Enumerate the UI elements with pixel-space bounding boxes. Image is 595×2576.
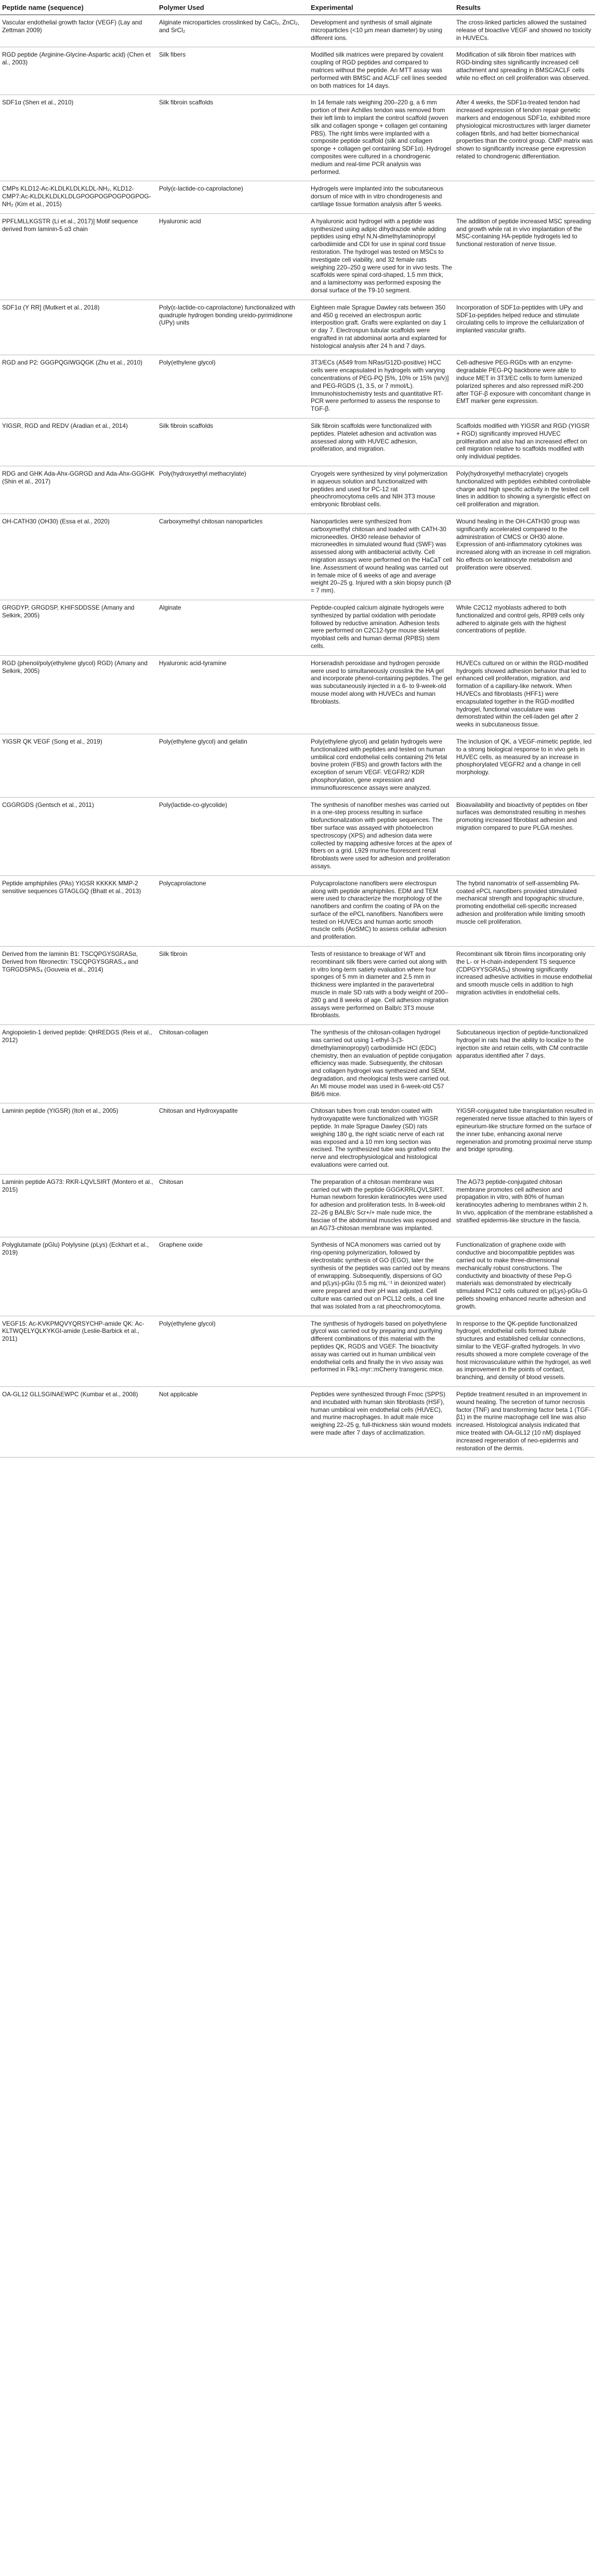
polymer-cell-text: Carboxymethyl chitosan nanoparticles	[159, 518, 263, 525]
polymer-cell	[157, 1174, 309, 1237]
table-row	[0, 875, 595, 946]
peptide-cell	[0, 1174, 157, 1237]
experimental-cell-text: Polycaprolactone nanofibers were electrospun along with peptide amphiphiles. EDM and TEM were used to characterize the morphology of the nanofibers and confirm the coating of PA on the surface of the ePCL nanofibers. Nanofibers were tested on HUVECs and human aortic smooth muscle cells (AoSMC) to assess cellular adhesion and proliferation.	[311, 879, 446, 941]
experimental-cell	[309, 514, 454, 600]
results-cell	[454, 1386, 595, 1457]
peptide-cell	[0, 95, 157, 181]
results-cell	[454, 600, 595, 656]
experimental-cell-text: Hydrogels were implanted into the subcutaneous dorsum of mice with in vitro chondrogenesis and cartilage tissue formation analysis after 5 weeks.	[311, 185, 444, 208]
experimental-cell	[309, 1386, 454, 1457]
results-cell	[454, 181, 595, 213]
results-cell-text: In response to the QK-peptide functionalized hydrogel, endothelial cells formed tubule structures and established cellular connections, similar to the VEGF-grafted hydrogels. In vivo results showed a more complete coverage of the host microvasculature within the hydrogel, as well as improvement in the points of contact, branching, and density of blood vessels.	[456, 1319, 591, 1381]
peptide-cell	[0, 875, 157, 946]
table-row	[0, 1025, 595, 1103]
polymer-cell	[157, 466, 309, 514]
peptide-cell	[0, 514, 157, 600]
peptide-cell-text: Laminin peptide AG73: RKR-LQVLSIRT (Montero et al., 2015)	[2, 1178, 153, 1193]
table-row	[0, 213, 595, 300]
table-row	[0, 1386, 595, 1457]
experimental-cell	[309, 466, 454, 514]
experimental-cell-text: Development and synthesis of small alginate microparticles (<10 µm mean diameter) by using different ions.	[311, 19, 442, 42]
experimental-cell-text: Silk fibroin scaffolds were functionalized with peptides. Platelet adhesion and activation was assessed along with HUVEC adhesion, proliferation, and migration.	[311, 422, 437, 453]
peptide-cell-text: CMPs KLD12-Ac-KLDLKLDLKLDL-NH₂, KLD12-CMP7:Ac-KLDLKLDLKLDLGPOGPOGPOGPOGPOG-NH₂ (Kim et al., 2015)	[2, 185, 151, 208]
experimental-cell-text: Modified silk matrices were prepared by covalent coupling of RGD peptides and compared to matrices without the peptide. An MTT assay was performed with BMSC and ACLF cell lines seeded on both matrices for 14 days.	[311, 51, 447, 89]
peptide-cell	[0, 300, 157, 355]
results-cell-text: Poly(hydroxyethyl methacrylate) cryogels functionalized with peptides exhibited controllable charge and high specific activity in the tested cell lines in addition to showing a synergistic effect on cell proliferation and migration.	[456, 470, 591, 508]
table-row	[0, 300, 595, 355]
polymer-cell	[157, 1025, 309, 1103]
experimental-cell-text: Poly(ethylene glycol) and gelatin hydrogels were functionalized with peptides and tested on human umbilical cord endothelial cells containing 2% fetal bovine protein (FBS) and growth factors with the exception of serum VEGF. VEGFR2/ KDR phosphorylation, gene expression and immunofluorescence assays were analyzed.	[311, 737, 447, 791]
peptide-cell-text: Vascular endothelial growth factor (VEGF) (Lay and Zettman 2009)	[2, 19, 142, 34]
polymer-cell	[157, 419, 309, 466]
results-cell	[454, 1237, 595, 1316]
experimental-cell	[309, 300, 454, 355]
experimental-cell	[309, 1103, 454, 1174]
results-cell	[454, 734, 595, 797]
table-row	[0, 1103, 595, 1174]
peptide-cell	[0, 947, 157, 1025]
table-header	[0, 0, 595, 15]
experimental-cell-text: 3T3/ECs (A549 from NRas/G12D-positive) HCC cells were encapsulated in hydrogels with varying concentrations of PEG-PQ [5%, 10% or 15% (w/v)] and PEG-RGDS (1, 3.5, or 7 mmol/L). Immunohistochemistry tests and quantitative RT-PCR were performed to assess the response to TGF-β.	[311, 359, 449, 413]
results-cell-text: YIGSR-conjugated tube transplantation resulted in regenerated nerve tissue attached to thin layers of epineurium-like structure formed on the surface of the inner tube, enhancing axonal nerve regeneration and promoting proximal nerve stump and bridge sprouting.	[456, 1107, 593, 1153]
peptide-cell-text: GRGDYP, GRGDSP, KHIFSDDSSE (Amany and Selkirk, 2005)	[2, 604, 135, 619]
table-row	[0, 655, 595, 734]
results-cell-text: Incorporation of SDF1α-peptides with UPy and SDF1α-peptides helped reduce and stimulate circulating cells to improve the cellularization of implanted vascular grafts.	[456, 303, 584, 334]
results-cell-text: The addition of peptide increased MSC spreading and growth while rat in vivo implantation of the MSC-containing HA-peptide hydrogels led to functional restoration of nerve tissue.	[456, 217, 591, 248]
experimental-cell	[309, 600, 454, 656]
polymer-cell-text: Poly(ethylene glycol)	[159, 1319, 216, 1327]
polymer-cell	[157, 1386, 309, 1457]
polymer-cell	[157, 947, 309, 1025]
results-cell-text: Wound healing in the OH-CATH30 group was significantly accelerated compared to the administration of CMCS or OH30 alone. Expression of anti-inflammatory cytokines was increased along with an increase in cell migration. No effects on keratinocyte metabolism and proliferation were observed.	[456, 518, 592, 571]
experimental-cell-text: Peptides were synthesized through Fmoc (SPPS) and incubated with human skin fibroblasts (HSF), human umbilical vein endothelial cells (HUVEC), and murine macrophages. In adult male mice weighing 22–25 g, full-thickness skin wound models were made after 7 days of acclimatization.	[311, 1390, 452, 1436]
peptide-cell	[0, 213, 157, 300]
header-experimental: Experimental	[309, 0, 454, 15]
peptide-cell-text: RGD (phenol/poly(ethylene glycol) RGD) (Amany and Selkirk, 2005)	[2, 659, 148, 675]
results-cell	[454, 1103, 595, 1174]
experimental-cell-text: Tests of resistance to breakage of WT and recombinant silk fibers were carried out along with in vitro long-term satiety evaluation where four sponges of 5 mm in diameter and 2.5 mm in thickness were implanted in the paravertebral muscle in male SD rats with a body weight of 200–280 g and 8 weeks of age. Cell adhesion migration assays were performed on Balb/c 3T3 mouse fibroblasts.	[311, 950, 448, 1019]
peptide-cell	[0, 1316, 157, 1386]
experimental-cell	[309, 1237, 454, 1316]
table-row	[0, 1174, 595, 1237]
table-row	[0, 15, 595, 47]
results-cell	[454, 1025, 595, 1103]
polymer-cell-text: Poly(ethylene glycol)	[159, 359, 216, 367]
polymer-cell-text: Chitosan-collagen	[159, 1029, 208, 1036]
polymer-cell-text: Silk fibroin scaffolds	[159, 422, 214, 430]
peptide-cell	[0, 181, 157, 213]
experimental-cell	[309, 875, 454, 946]
experimental-cell-text: Synthesis of NCA monomers was carried out by ring-opening polymerization, followed by electrostatic synthesis of GO (EGO), later the synthesis of the peptides was carried out by means of enwrapping. Subsequently, dispersions of GO and p(Lys)-pGlu (0.5 mg mL⁻¹ in deionized water) were prepared and their pH was adjusted. Cell culture was carried out on PCL12 cells, a cell line that was isolated from a rat pheochromocytoma.	[311, 1241, 450, 1310]
results-cell	[454, 95, 595, 181]
experimental-cell	[309, 95, 454, 181]
polymer-cell	[157, 655, 309, 734]
polymer-cell-text: Graphene oxide	[159, 1241, 203, 1249]
polymer-cell-text: Hyaluronic acid-tyramine	[159, 659, 227, 667]
peptide-cell	[0, 466, 157, 514]
table-row	[0, 355, 595, 419]
peptide-cell	[0, 355, 157, 419]
peptide-cell-text: OH-CATH30 (OH30) (Essa et al., 2020)	[2, 518, 110, 525]
experimental-cell-text: Nanoparticles were synthesized from carboxymethyl chitosan and loaded with CATH-30 microneedles. OH30 release behavior of microneedles in simulated wound fluid (SWF) was assessed along with antibacterial activity. Cell migration assays were performed on the HaCaT cell line. Assessment of wound healing was carried out in female mice of 6 weeks of age and average weight 20–25 g. Injured with a skin biopsy punch (Ø = 7 mm).	[311, 518, 452, 595]
table-row	[0, 466, 595, 514]
polymer-cell	[157, 875, 309, 946]
peptide-cell	[0, 600, 157, 656]
polymer-cell	[157, 181, 309, 213]
peptide-cell-text: CGGRGDS (Gentsch et al., 2011)	[2, 801, 94, 808]
peptide-cell-text: Laminin peptide (YIGSR) (Itoh et al., 2005)	[2, 1107, 118, 1115]
polymer-cell-text: Chitosan	[159, 1178, 183, 1185]
polymer-cell-text: Silk fibroin scaffolds	[159, 99, 214, 106]
peptide-cell-text: Peptide amphiphiles (PAs) YIGSR KKKKK MMP-2 sensitive sequences GTAGLGQ (Bhatt et al., 2013)	[2, 879, 141, 895]
polymer-cell	[157, 600, 309, 656]
peptide-cell-text: Derived from the laminin B1: TSCQPGYSGRASα, Derived from fibronectin: TSCQPGYSGRAS,₄ and TGRGDSPAS₄ (Gouveia et al., 2014)	[2, 950, 138, 973]
polymer-cell	[157, 1237, 309, 1316]
experimental-cell-text: Chitosan tubes from crab tendon coated with hydroxyapatite were functionalized with YIGSR peptide. In male Sprague Dawley (SD) rats weighing 180 g, the right sciatic nerve of each rat was exposed and a 10 mm long section was excised. The synthesized tube was grafted onto the nerve and electrophysiological and histological evaluations were carried out.	[311, 1107, 451, 1168]
results-cell-text: HUVECs cultured on or within the RGD-modified hydrogels showed adhesion behavior that led to enhanced cell proliferation, migration, and formation of a capillary-like network. When HUVECs and fibroblasts (HFF1) were encapsulated together in the RGD-modified hydrogel, functional vasculature was demonstrated within the cell-laden gel after 2 weeks in subcutaneous tissue.	[456, 659, 588, 729]
experimental-cell	[309, 734, 454, 797]
peptide-cell	[0, 1237, 157, 1316]
results-cell-text: Modification of silk fibroin fiber matrices with RGD-binding sites significantly increased cell attachment and spreading in BMSC/ACLF cells while no effect on cell proliferation was observed.	[456, 51, 590, 82]
results-cell-text: Scaffolds modified with YIGSR and RGD (YIGSR + RGD) significantly improved HUVEC proliferation and also had an increased effect on cell migration relative to scaffolds modified with only individual peptides.	[456, 422, 590, 461]
header-row	[0, 0, 595, 15]
polymer-cell	[157, 355, 309, 419]
polymer-cell	[157, 213, 309, 300]
results-cell-text: While C2C12 myoblasts adhered to both functionalized and control gels, RP89 cells only adhered to alginate gels with the highest concentrations of peptide.	[456, 604, 585, 635]
polymer-cell	[157, 95, 309, 181]
polymer-cell-text: Poly(ε-lactide-co-caprolactone)	[159, 185, 243, 193]
results-cell	[454, 213, 595, 300]
polymer-cell-text: Alginate	[159, 604, 181, 611]
results-cell-text: Recombinant silk fibroin films incorporating only the L- or H-chain-independent TS sequence (CDPGYYSGRAS₄) showing significantly increased adhesive activities in mouse endothelial and smooth muscle cells in addition to high migration activities in endothelial cells.	[456, 950, 592, 996]
peptide-cell	[0, 47, 157, 95]
table-row	[0, 95, 595, 181]
polymer-cell	[157, 15, 309, 47]
results-cell-text: After 4 weeks, the SDF1α-treated tendon had increased expression of tendon repair genetic markers and endogenous SDF1α, exhibited more physiological microstructures with larger diameter collagen fibrils, and had better biomechanical properties than the control group. CMP matrix was shown to significantly increase gene expression related to chondrogenic differentiation.	[456, 99, 593, 160]
table-row	[0, 734, 595, 797]
peptide-cell	[0, 15, 157, 47]
experimental-cell-text: Horseradish peroxidase and hydrogen peroxide were used to simultaneously crosslink the HA gel and incorporate phenol-containing peptides. The gel was subcutaneously injected in a 6- to 9-week-old mouse model along with HUVECs and human fibroblasts.	[311, 659, 452, 705]
results-cell	[454, 419, 595, 466]
experimental-cell	[309, 15, 454, 47]
polymer-cell	[157, 734, 309, 797]
results-cell-text: Peptide treatment resulted in an improvement in wound healing. The secretion of tumor necrosis factor (TNF) and transforming factor beta 1 (TGF-β1) in the murine macrophage cell line was also increased. Histological analysis indicated that mice treated with OA-GL12 (10 nM) displayed increased regeneration of neo-epidermis and restoration of the dermis.	[456, 1390, 591, 1452]
table-row	[0, 947, 595, 1025]
experimental-cell	[309, 797, 454, 875]
peptide-cell	[0, 734, 157, 797]
peptide-cell	[0, 1386, 157, 1457]
experimental-cell	[309, 1174, 454, 1237]
results-cell	[454, 355, 595, 419]
experimental-cell-text: A hyaluronic acid hydrogel with a peptide was synthesized using adipic dihydrazide while adding peptides using ethyl N,N-dimethylaminopropyl carbodiimide and CDI for use in spinal cord tissue restoration. The hydrogel was tested on MSCs to investigate cell viability, and 32 female rats weighing 220–250 g were used for in vivo tests. The scaffolds were spinal cord-shaped, 1.5 mm thick, and a laminectomy was performed exposing the dorsal surface of the T9-10 segment.	[311, 217, 452, 294]
header-polymer-used: Polymer Used	[157, 0, 309, 15]
experimental-cell	[309, 213, 454, 300]
experimental-cell-text: In 14 female rats weighing 200–220 g, a 6 mm portion of their Achilles tendon was removed from their left limb to implant the control scaffold (woven silk and collagen sponge + collagen gel containing PBS). The right limbs were implanted with a composite peptide scaffold (silk and collagen sponge + collagen gel containing SDF1α). Hydrogel composites were cultured in a chondrogenic medium and real-time PCR analysis was performed.	[311, 99, 452, 176]
results-cell	[454, 514, 595, 600]
experimental-cell	[309, 181, 454, 213]
table-row	[0, 1316, 595, 1386]
table-row	[0, 797, 595, 875]
polymer-cell-text: Polycaprolactone	[159, 879, 206, 887]
results-cell-text: Subcutaneous injection of peptide-functionalized hydrogel in rats had the ability to localize to the injection site and retain cells, with CM contractile apparatus identified after 7 days.	[456, 1029, 588, 1059]
polymer-cell-text: Not applicable	[159, 1390, 198, 1398]
results-cell	[454, 947, 595, 1025]
polymer-cell	[157, 47, 309, 95]
experimental-cell	[309, 419, 454, 466]
peptide-cell	[0, 1103, 157, 1174]
polymer-cell-text: Poly(ε-lactide-co-caprolactone) functionalized with quadruple hydrogen bonding ureido-pyrimidinone (UPy) units	[159, 303, 295, 327]
experimental-cell	[309, 1025, 454, 1103]
experimental-cell-text: The synthesis of hydrogels based on polyethylene glycol was carried out by preparing and purifying different combinations of this material with the peptides QK, RGDS and VGEF. The bioactivity assay was carried out in human umbilical vein endothelial cells and finally the in vivo assay was performed in Flk1-myr::mCherry transgenic mice.	[311, 1319, 447, 1373]
experimental-cell-text: The synthesis of the chitosan-collagen hydrogel was carried out using 1-ethyl-3-(3-dimethylaminopropyl) carbodiimide HCl (EDC) chemistry, then an evaluation of peptide conjugation efficiency was made. Subsequently, the chitosan and collagen hydrogel was synthesized and SEM, degradation, and rheological tests were carried out. An MI mouse model was used in 6-week-old C57 Bl6/6 mice.	[311, 1029, 452, 1098]
results-cell	[454, 1316, 595, 1386]
results-cell-text: The cross-linked particles allowed the sustained release of bioactive VEGF and showed no toxicity in HUVECs.	[456, 19, 591, 42]
experimental-cell	[309, 947, 454, 1025]
polymer-cell	[157, 1316, 309, 1386]
header-results: Results	[454, 0, 595, 15]
peptide-cell-text: OA-GL12 GLLSGINAEWPC (Kumbar et al., 2008)	[2, 1390, 138, 1398]
peptide-cell-text: Polyglutamate (pGlu) Polylysine (pLys) (Eckhart et al., 2019)	[2, 1241, 149, 1257]
results-cell	[454, 300, 595, 355]
results-cell-text: Functionalization of graphene oxide with conductive and biocompatible peptides was carried out to make three-dimensional mechanically robust constructions. The conductivity and bioactivity of these Pep-G materials was demonstrated by electrically stimulated PC12 cells cultured on p(Lys)-pGlu-G pellets showing enhanced neurite adhesion and growth.	[456, 1241, 588, 1310]
peptide-cell-text: RGD and P2: GGGPQGIWGQGK (Zhu et al., 2010)	[2, 359, 143, 367]
polymer-cell	[157, 797, 309, 875]
experimental-cell	[309, 1316, 454, 1386]
peptide-cell-text: YIGSR QK VEGF (Song et al., 2019)	[2, 737, 102, 745]
peptide-cell-text: RDG and GHK Ada-Ahx-GGRGD and Ada-Ahx-GGGHK (Shin et al., 2017)	[2, 470, 155, 485]
table-row	[0, 419, 595, 466]
peptide-cell-text: YIGSR, RGD and REDV (Aradian et al., 2014)	[2, 422, 128, 430]
table-body	[0, 15, 595, 1458]
results-cell-text: The hybrid nanomatrix of self-assembling PA-coated ePCL nanofibers provided stimulated mechanical strength and topographic structure, promoting endothelial cell-specific increased adhesion and proliferation while limiting smooth muscle cell proliferation.	[456, 879, 585, 925]
peptide-cell-text: SDF1α (Shen et al., 2010)	[2, 99, 74, 106]
peptide-cell-text: Angiopoietin-1 derived peptide: QHREDGS (Reis et al., 2012)	[2, 1029, 152, 1044]
table-row	[0, 1237, 595, 1316]
experimental-cell-text: The preparation of a chitosan membrane was carried out with the peptide GGGKRRLQVLSIRT. Human newborn foreskin keratinocytes were used for adhesion and proliferation tests. In 8-week-old 22–26 g BALB/c Scr+/+ male nude mice, the fasciae of the abdominal muscles was exposed and an AG73-chitosan membrane was implanted.	[311, 1178, 451, 1232]
results-cell	[454, 655, 595, 734]
polymer-cell-text: Alginate microparticles crosslinked by CaCl₂, ZnCl₂, and SrCl₂	[159, 19, 300, 34]
peptide-cell-text: SDF1α (Y RR] (Mutkert et al., 2018)	[2, 303, 100, 311]
peptide-cell	[0, 419, 157, 466]
header-peptide-name: Peptide name (sequence)	[0, 0, 157, 15]
polymer-cell-text: Poly(hydroxyethyl methacrylate)	[159, 470, 246, 478]
polymer-cell-text: Hyaluronic acid	[159, 217, 201, 225]
polymer-cell-text: Poly(ethylene glycol) and gelatin	[159, 737, 247, 745]
polymer-cell	[157, 300, 309, 355]
experimental-cell	[309, 655, 454, 734]
peptide-cell	[0, 1025, 157, 1103]
polymer-cell-text: Silk fibroin	[159, 950, 188, 958]
results-cell	[454, 47, 595, 95]
peptide-cell	[0, 655, 157, 734]
table-row	[0, 181, 595, 213]
results-cell	[454, 15, 595, 47]
results-cell	[454, 1174, 595, 1237]
polymer-cell-text: Silk fibers	[159, 51, 186, 59]
experimental-cell-text: Eighteen male Sprague Dawley rats between 350 and 450 g received an electrospun aortic interposition graft. Grafts were explanted on day 1 or day 7. Electrospun tubular scaffolds were engrafted in rat abdominal aorta and explanted for histological analysis after 24 h and 7 days.	[311, 303, 447, 349]
polymer-cell-text: Chitosan and Hydroxyapatite	[159, 1107, 238, 1115]
results-cell	[454, 466, 595, 514]
polymer-cell	[157, 514, 309, 600]
experimental-cell	[309, 355, 454, 419]
results-cell-text: The AG73 peptide-conjugated chitosan membrane promotes cell adhesion and propagation in vitro, with 80% of human keratinocytes adhering to membranes within 2 h. In vivo, application of the membrane established a stratified epidermis-like structure in the fascia.	[456, 1178, 593, 1224]
experimental-cell-text: Cryogels were synthesized by vinyl polymerization in aqueous solution and functionalized with peptides and used for PC-12 rat pheochromocytoma cells and NIH 3T3 mouse embryonic fibroblast cells.	[311, 470, 447, 508]
polymer-cell	[157, 1103, 309, 1174]
peptide-cell	[0, 797, 157, 875]
polymer-cell-text: Poly(lactide-co-glycolide)	[159, 801, 228, 808]
results-cell-text: The inclusion of QK, a VEGF-mimetic peptide, led to a strong biological response to in vivo gels in HUVEC cells, as measured by an increase in phosphorylated VEGFR2 and a change in cell morphology.	[456, 737, 592, 776]
results-cell	[454, 875, 595, 946]
results-cell	[454, 797, 595, 875]
peptide-cell-text: RGD peptide (Arginine-Glycine-Aspartic acid) (Chen et al., 2003)	[2, 51, 151, 66]
experimental-cell	[309, 47, 454, 95]
table-row	[0, 600, 595, 656]
peptide-cell-text: PPFLMLLKGSTR (Li et al., 2017)] Motif sequence derived from laminin-5 α3 chain	[2, 217, 138, 233]
results-cell-text: Cell-adhesive PEG-RGDs with an enzyme-degradable PEG-PQ backbone were able to induce MET in 3T3/EC cells to form lumenized polarized spheres and also repressed miR-200 after TGF-β exposure with concomitant change in EMT marker gene expression.	[456, 359, 591, 405]
results-cell-text: Bioavailability and bioactivity of peptides on fiber surfaces was demonstrated resulting in meshes promoting increased fibroblast adhesion and migration compared to pure PLGA meshes.	[456, 801, 588, 831]
experimental-cell-text: The synthesis of nanofiber meshes was carried out in a one-step process resulting in surface biofunctionalization with peptide sequences. The fiber surface was assayed with photoelectron spectroscopy (XPS) and adhesion data were collected by mapping adhesive forces at the apex of fibers on a grid. L929 murine fluorescent renal fibroblasts were used for adhesion and proliferation assays.	[311, 801, 452, 870]
table-row	[0, 47, 595, 95]
experimental-cell-text: Peptide-coupled calcium alginate hydrogels were synthesized by partial oxidation with periodate followed by reductive amination. Adhesion tests were performed on C2C12-type mouse skeletal myoblast cells and human dermal (RPBS) stem cells.	[311, 604, 444, 650]
table-row	[0, 514, 595, 600]
peptide-cell-text: VEGF15: Ac-KVKPMQVYQRSYCHP-amide QK: Ac-KLTWQELYQLKYKGI-amide (Leslie-Barbick et al., 2011)	[2, 1319, 144, 1343]
